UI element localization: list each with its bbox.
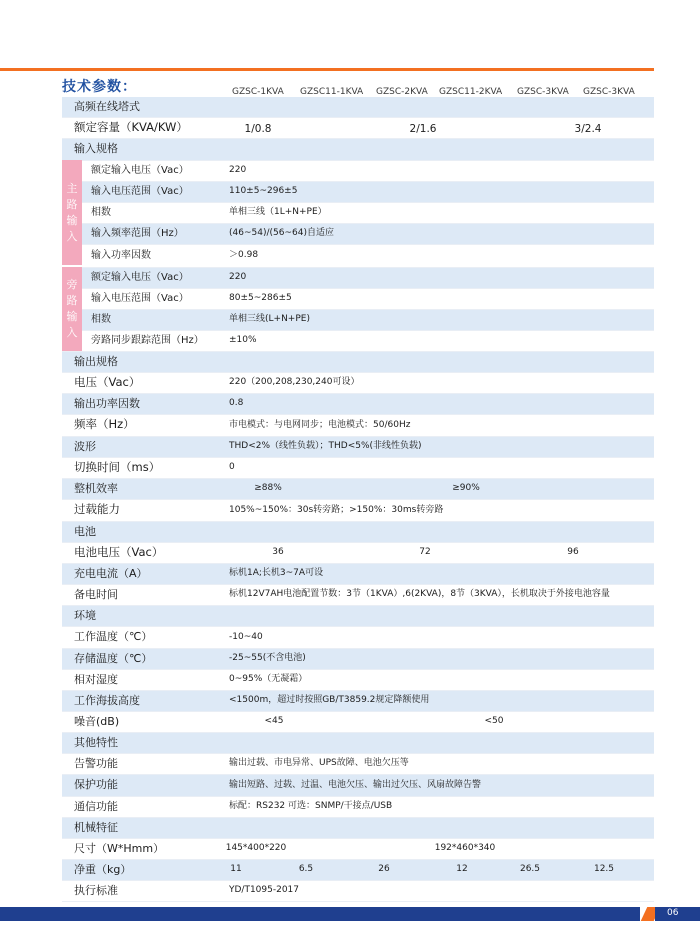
row-separator: [62, 160, 654, 161]
row-value: 输出过载、市电异常、UPS故障、电池欠压等: [229, 758, 409, 769]
table-row: [62, 859, 654, 880]
row-label: 通信功能: [74, 799, 118, 813]
column-header: GZSC-3KVA: [583, 87, 635, 97]
row-label: 整机效率: [74, 481, 118, 495]
column-header: GZSC-1KVA: [232, 87, 284, 97]
row-separator: [62, 436, 654, 437]
row-separator: [62, 267, 654, 268]
row-value: 0.8: [229, 398, 244, 409]
row-value: 单相三线(L+N+PE): [229, 314, 310, 325]
row-separator: [62, 499, 654, 500]
row-label: 电压（Vac）: [74, 374, 141, 389]
row-separator: [62, 351, 654, 352]
footer-bar: [0, 907, 640, 921]
row-label: 工作海拔高度: [74, 693, 140, 707]
row-separator: [62, 288, 654, 289]
row-value: 标机1A;长机3~7A可设: [229, 568, 324, 579]
row-label: 相数: [91, 313, 111, 325]
table-row: [62, 202, 654, 223]
column-header: GZSC-3KVA: [517, 87, 569, 97]
row-value: 96: [567, 547, 579, 558]
row-label: 噪音(dB): [74, 714, 120, 728]
table-row: [62, 478, 654, 499]
row-label: 执行标准: [74, 883, 118, 897]
row-separator: [62, 648, 654, 649]
row-value: -25~55(不含电池): [229, 653, 306, 664]
column-header: GZSC-2KVA: [376, 87, 428, 97]
row-label: 环境: [74, 608, 96, 622]
row-separator: [62, 669, 654, 670]
row-label: 充电电流（A）: [74, 566, 148, 580]
row-separator: [62, 584, 654, 585]
row-label: 尺寸（W*Hmm）: [74, 841, 165, 855]
row-value: -10~40: [229, 631, 263, 642]
row-separator: [62, 117, 654, 118]
row-separator: [62, 796, 654, 797]
row-value: 市电模式：与电网同步；电池模式：50/60Hz: [229, 419, 411, 430]
row-value: ≥88%: [254, 483, 282, 494]
table-row: [62, 521, 654, 542]
table-row: [62, 711, 654, 732]
row-value: 6.5: [298, 864, 314, 875]
row-value: 单相三线（1L+N+PE）: [229, 207, 327, 218]
row-label: 旁路同步跟踪范围（Hz）: [91, 334, 204, 346]
row-value: 标机12V7AH电池配置节数：3节（1KVA）,6(2KVA)，8节（3KVA），长机取决于外接电池容量: [229, 589, 610, 600]
page-number: 06: [667, 908, 679, 918]
row-separator: [62, 605, 654, 606]
row-label: 输入规格: [74, 142, 118, 156]
row-value: 12.5: [593, 864, 615, 875]
row-label: 电池: [74, 524, 96, 538]
row-separator: [62, 711, 654, 712]
row-value: 0: [229, 462, 235, 473]
row-label: 相数: [91, 206, 111, 218]
table-row: [62, 732, 654, 753]
row-value: 145*400*220: [225, 843, 287, 854]
row-separator: [62, 732, 654, 733]
row-label: 保护功能: [74, 778, 118, 792]
row-separator: [62, 774, 654, 775]
row-label: 输入频率范围（Hz）: [91, 227, 184, 239]
row-label: 净重（kg）: [74, 862, 132, 876]
row-value: 3/2.4: [574, 123, 602, 136]
row-label: 工作温度（℃）: [74, 630, 153, 644]
top-orange-line: [0, 68, 654, 71]
row-separator: [62, 181, 654, 182]
row-separator: [62, 838, 654, 839]
table-row: [62, 563, 654, 584]
row-value: 220: [229, 272, 247, 283]
row-value: 220: [229, 165, 247, 176]
row-value: 36: [272, 547, 284, 558]
row-value: YD/T1095-2017: [229, 885, 300, 896]
row-value: 2/1.6: [409, 123, 437, 136]
row-separator: [62, 478, 654, 479]
row-value: 1/0.8: [244, 123, 272, 136]
row-separator: [62, 626, 654, 627]
row-value: <50: [484, 716, 504, 727]
row-separator: [62, 901, 654, 902]
row-label: 波形: [74, 439, 96, 453]
row-value: 110±5~296±5: [229, 186, 298, 197]
row-value: <45: [264, 716, 284, 727]
row-value: 80±5~286±5: [229, 293, 292, 304]
row-separator: [62, 309, 654, 310]
table-row: [62, 669, 654, 690]
table-row: [62, 880, 654, 901]
row-separator: [62, 223, 654, 224]
row-value: 12: [456, 864, 468, 875]
row-separator: [62, 372, 654, 373]
row-label: 输入功率因数: [91, 249, 151, 261]
row-value: 标配：RS232 可选：SNMP/干接点/USB: [229, 801, 393, 812]
table-row: [62, 817, 654, 838]
row-value: 220（200,208,230,240可设）: [229, 377, 360, 388]
row-label: 额定容量（KVA/KW）: [74, 119, 188, 134]
table-row: [62, 138, 654, 160]
row-label: 额定输入电压（Vac）: [91, 164, 189, 176]
row-value: 0~95%（无凝霜）: [229, 674, 308, 685]
table-row: [62, 351, 654, 372]
row-value: (46~54)/(56~64)自适应: [229, 228, 334, 239]
section-title: 技术参数：: [62, 79, 137, 95]
row-value: 72: [419, 547, 431, 558]
row-value: ±10%: [229, 335, 257, 346]
row-separator: [62, 880, 654, 881]
row-label: 电池电压（Vac）: [74, 544, 164, 559]
row-label: 相对湿度: [74, 672, 118, 686]
column-header: GZSC11-2KVA: [439, 87, 503, 97]
row-separator: [62, 138, 654, 139]
row-label: 频率（Hz）: [74, 417, 135, 432]
row-label: 备电时间: [74, 587, 118, 601]
row-separator: [62, 457, 654, 458]
row-value: <1500m，超过时按照GB/T3859.2规定降额使用: [229, 695, 430, 706]
table-row: [62, 309, 654, 330]
row-label: 其他特性: [74, 735, 118, 749]
row-value: 26.5: [519, 864, 541, 875]
row-separator: [62, 817, 654, 818]
row-label: 额定输入电压（Vac）: [91, 271, 189, 283]
row-separator: [62, 244, 654, 245]
row-value: 26: [378, 864, 390, 875]
row-value: ≥90%: [452, 483, 480, 494]
row-separator: [62, 330, 654, 331]
row-value: 11: [230, 864, 242, 875]
table-row: [62, 97, 654, 117]
column-header: GZSC11-1KVA: [300, 87, 364, 97]
row-label: 输入电压范围（Vac）: [91, 292, 189, 304]
row-label: 输出规格: [74, 354, 118, 368]
row-label: 输入电压范围（Vac）: [91, 185, 189, 197]
row-label: 输出功率因数: [74, 396, 140, 410]
row-label: 切换时间（ms）: [74, 459, 161, 474]
row-label: 告警功能: [74, 756, 118, 770]
row-label: 存储温度（℃）: [74, 651, 153, 665]
side-label-bypass-input: 旁路输入: [62, 267, 82, 351]
row-value: THD<2%（线性负载）；THD<5%(非线性负载): [229, 441, 422, 452]
table-row: [62, 605, 654, 626]
row-label: 高频在线塔式: [74, 100, 140, 114]
row-separator: [62, 202, 654, 203]
row-separator: [62, 859, 654, 860]
row-separator: [62, 542, 654, 543]
side-label-main-input: 主路输入: [62, 160, 82, 265]
row-value: 输出短路、过载、过温、电池欠压、输出过欠压、风扇故障告警: [229, 779, 482, 790]
row-separator: [62, 690, 654, 691]
row-separator: [62, 563, 654, 564]
row-value: ＞0.98: [229, 250, 259, 261]
row-value: 192*460*340: [434, 843, 496, 854]
row-label: 过载能力: [74, 502, 120, 517]
table-row: [62, 393, 654, 414]
row-separator: [62, 393, 654, 394]
row-separator: [62, 414, 654, 415]
row-value: 105%~150%：30s转旁路；>150%：30ms转旁路: [229, 504, 444, 515]
row-label: 机械特征: [74, 820, 118, 834]
row-separator: [62, 753, 654, 754]
row-separator: [62, 521, 654, 522]
